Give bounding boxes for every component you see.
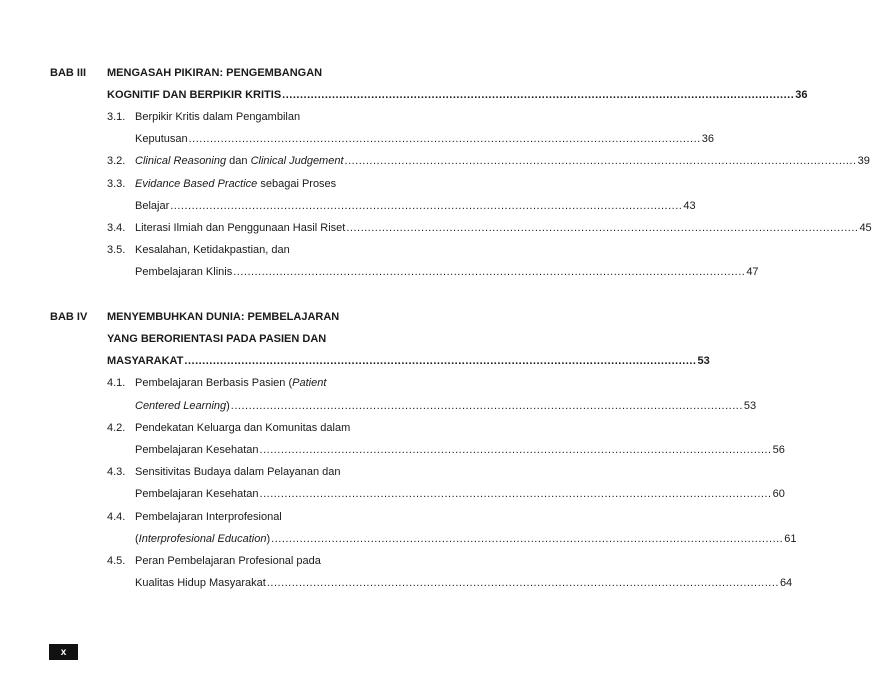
page-number: 64 <box>779 577 793 589</box>
toc-entry-4-4[interactable] <box>135 533 797 545</box>
toc-entry-4-5[interactable] <box>135 577 793 589</box>
page-number: 56 <box>772 444 785 456</box>
dot-leader: ................................................................................................................................................ <box>230 400 743 412</box>
entry-title: Peran Pembelajaran Profesional pada <box>135 555 321 567</box>
entry-number: 3.4. <box>107 222 126 234</box>
footer-page-number: x <box>49 644 78 660</box>
dot-leader: ................................................................................................................................................ <box>170 200 683 212</box>
entry-title-cont: Pembelajaran Klinis <box>135 266 233 278</box>
entry-number: 4.4. <box>107 511 126 523</box>
toc-entry-4-2[interactable] <box>135 444 785 456</box>
entry-title-cont: Pembelajaran Kesehatan <box>135 488 259 500</box>
dot-leader: ................................................................................................................................................ <box>346 222 859 234</box>
entry-title-cont: (Interprofesional Education) <box>135 533 271 545</box>
toc-entry-4-1[interactable] <box>135 400 757 412</box>
bab-4-label: BAB IV <box>50 311 88 323</box>
page-number: 47 <box>746 266 759 278</box>
entry-title: Pendekatan Keluarga dan Komunitas dalam <box>135 422 351 434</box>
bab-4-title-line2: YANG BERORIENTASI PADA PASIEN DAN <box>107 333 327 345</box>
entry-title: Literasi Ilmiah dan Penggunaan Hasil Riset <box>135 222 346 234</box>
entry-title: Sensitivitas Budaya dalam Pelayanan dan <box>135 466 341 478</box>
entry-number: 4.3. <box>107 466 126 478</box>
bab-4-title-line1: MENYEMBUHKAN DUNIA: PEMBELAJARAN <box>107 311 340 323</box>
dot-leader: ................................................................................................................................................ <box>344 155 857 167</box>
page-number: 39 <box>857 155 870 167</box>
dot-leader: ................................................................................................................................................ <box>266 577 779 589</box>
page-number: 36 <box>795 89 808 101</box>
entry-title: Clinical Reasoning dan Clinical Judgement <box>135 155 344 167</box>
toc-entry-4-3[interactable] <box>135 488 785 500</box>
dot-leader: ................................................................................................................................................ <box>233 266 746 278</box>
entry-title-cont: Keputusan <box>135 133 188 145</box>
entry-number: 3.1. <box>107 111 126 123</box>
toc-entry-3-4[interactable] <box>135 222 872 234</box>
dot-leader: ................................................................................................................................................ <box>188 133 701 145</box>
bab-3-label: BAB III <box>50 67 87 79</box>
entry-number: 3.3. <box>107 178 126 190</box>
bab-4-title-line3: MASYARAKAT <box>107 355 184 367</box>
dot-leader: ................................................................................................................................................ <box>282 89 795 101</box>
entry-number: 3.2. <box>107 155 126 167</box>
toc-entry-3-1[interactable] <box>135 133 714 145</box>
bab-4-title-row[interactable] <box>107 355 710 367</box>
toc-entry-3-3[interactable] <box>135 200 696 212</box>
entry-number: 4.1. <box>107 377 126 389</box>
bab-3-title-line1: MENGASAH PIKIRAN: PENGEMBANGAN <box>107 67 323 79</box>
dot-leader: ................................................................................................................................................ <box>259 444 772 456</box>
entry-number: 4.5. <box>107 555 126 567</box>
entry-number: 3.5. <box>107 244 126 256</box>
page-number: 45 <box>859 222 872 234</box>
bab-3-title-row[interactable] <box>107 89 808 101</box>
dot-leader: ................................................................................................................................................ <box>184 355 697 367</box>
entry-title: Berpikir Kritis dalam Pengambilan <box>135 111 301 123</box>
entry-title-cont: Pembelajaran Kesehatan <box>135 444 259 456</box>
dot-leader: ................................................................................................................................................ <box>271 533 784 545</box>
bab-3-title-line2: KOGNITIF DAN BERPIKIR KRITIS <box>107 89 282 101</box>
entry-number: 4.2. <box>107 422 126 434</box>
page-number: 60 <box>772 488 785 500</box>
entry-title: Pembelajaran Berbasis Pasien (Patient <box>135 377 327 389</box>
toc-entry-3-5[interactable] <box>135 266 759 278</box>
page-number: 61 <box>784 533 797 545</box>
page-number: 43 <box>683 200 696 212</box>
dot-leader: ................................................................................................................................................ <box>259 488 772 500</box>
entry-title-cont: Belajar <box>135 200 170 212</box>
entry-title: Evidance Based Practice sebagai Proses <box>135 178 337 190</box>
page-number: 53 <box>743 400 757 412</box>
entry-title: Pembelajaran Interprofesional <box>135 511 282 523</box>
page-number: 36 <box>701 133 714 145</box>
entry-title-cont: Kualitas Hidup Masyarakat <box>135 577 266 589</box>
entry-title-cont: Centered Learning) <box>135 400 230 412</box>
page-number: 53 <box>697 355 710 367</box>
entry-title: Kesalahan, Ketidakpastian, dan <box>135 244 290 256</box>
toc-entry-3-2[interactable] <box>135 155 870 167</box>
